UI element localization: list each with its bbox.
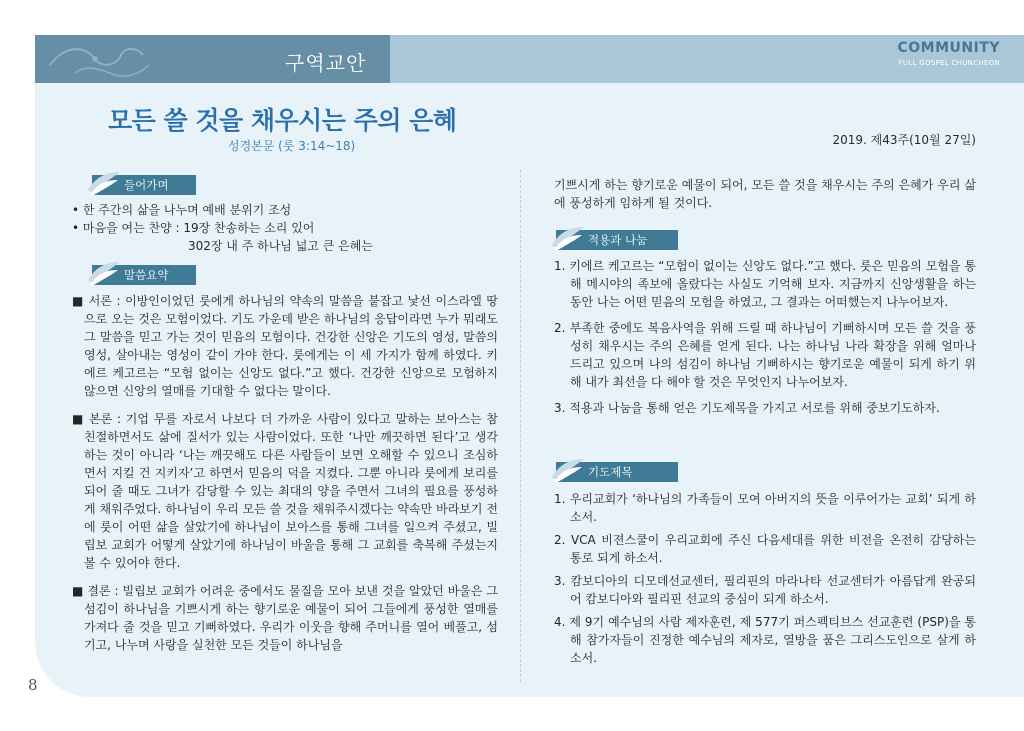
brand-subtitle: FULL GOSPEL CHUNCHEON (898, 59, 1000, 67)
application-list (554, 257, 976, 417)
brand-block (897, 40, 1000, 67)
application-item: 2. 부족한 중에도 복음사역을 위해 드릴 때 하나님이 기뻐하시며 모든 쓸 것을 풍성히 채우시는 주의 은혜를 얻게 된다. 나는 하나님 나라 확장을 위해 얼마나 드리고 있으며 나의 섬김이 하나님 기뻐하시는 향기로운 예물이 되게 하기 위해 내가 최선을 다 해야 할 것은 무엇인지 나누어보자. (554, 321, 976, 389)
leaf-icon (86, 260, 122, 286)
leaf-icon (86, 170, 122, 196)
section-heading-prayer (556, 462, 678, 482)
column-divider (520, 170, 521, 682)
section-heading-intro (92, 175, 196, 195)
summary-paragraph: ■ 본론 : 기업 무를 자로서 나보다 더 가까운 사람이 있다고 말하는 보아스는 참 친절하면서도 삶에 질서가 있는 사람이었다. 또한 ‘나만 깨끗하면 된다’고 생각하는 것이 아니라 ‘나는 깨끗해도 다른 사람들이 보면 오해할 수 있으니 조심하면서 지킬 건 지키자’고 하면서 믿음의 덕을 지켰다. 그뿐 아니라 룻에게 보리를 되어 줄 때도 그녀가 감당할 수 있는 최대의 양을 주면서 그녀의 필요를 풍성하게 채워주었다. 하나님이 우리 모든 쓸 것을 채워주시겠다는 약속만 바라보기 전에 룻이 어떤 삶을 살았기에 하나님이 보아스를 통해 그녀를 일으켜 주셨고, 빌립보 교회가 어떻게 살았기에 하나님이 바울을 통해 그 교회를 축복해 주셨는지 볼 수 있어야 한다. (72, 412, 498, 570)
scripture-reference: 성경본문 (룻 3:14~18) (228, 139, 356, 153)
summary-content (72, 292, 498, 654)
brand-name: COMMUNITY (897, 40, 1000, 56)
header-title: 구역교안 (285, 51, 367, 75)
application-item: 3. 적용과 나눔을 통해 얻은 기도제목을 가지고 서로를 위해 중보기도하자. (554, 401, 940, 415)
prayer-list (554, 490, 976, 667)
intro-hymn: 302장 내 주 하나님 넓고 큰 은혜는 (188, 239, 373, 253)
page-number: 8 (28, 676, 38, 694)
lesson-title: 모든 쓸 것을 채우시는 주의 은혜 (108, 106, 457, 135)
intro-line: • 한 주간의 삶을 나누며 예배 분위기 조성 (72, 203, 292, 217)
section-heading-summary (92, 265, 196, 285)
section-heading-label: 기도제목 (588, 465, 633, 479)
continuation-text: 기쁘시게 하는 향기로운 예물이 되어, 모든 쓸 것을 채우시는 주의 은혜가 우리 삶에 풍성하게 임하게 될 것이다. (554, 178, 976, 210)
summary-paragraph: ■ 결론 : 빌립보 교회가 어려운 중에서도 물질을 모아 보낸 것을 알았던 바울은 그 섬김이 하나님을 기쁘시게 하는 향기로운 예물이 되어 그들에게 풍성한 열매를 가져다 줄 것을 믿고 기뻐하였다. 우리가 이웃을 향해 주머니를 열어 베풀고, 섬기고, 나누며 사랑을 실천한 모든 것들이 하나님을 (72, 584, 498, 652)
section-heading-application (556, 230, 678, 250)
intro-content (72, 201, 502, 255)
lesson-date: 2019. 제43주(10월 27일) (832, 133, 976, 147)
section-heading-label: 말씀요약 (124, 268, 169, 282)
summary-paragraph: ■ 서론 : 이방인이었던 룻에게 하나님의 약속의 말씀을 붙잡고 낯선 이스라엘 땅으로 오는 것은 모험이었다. 기도 가운데 받은 하나님의 응답이라면 누가 뭐래도 그 말씀을 믿고 가는 것이 믿음의 모험이다. 건강한 신앙은 기도의 영성, 말씀의 영성, 살아내는 영성이 같이 가야 한다. 룻에게는 이 세 가지가 함께 하였다. 키에르 케고르는 “모험 없이는 신앙도 없다.”고 했다. 건강한 신앙으로 모험하지 않으면 신앙의 열매를 기대할 수 없다는 말이다. (72, 294, 498, 398)
application-item: 1. 키에르 케고르는 “모험이 없이는 신앙도 없다.”고 했다. 룻은 믿음의 모험을 통해 메시야의 족보에 올랐다는 사실도 기억해 보자. 지금까지 신앙생활을 하는 동안 나는 어떤 믿음의 모험을 하였고, 그 결과는 어떠했는지 나누어보자. (554, 259, 976, 309)
leaf-icon (550, 225, 586, 251)
prayer-item: 3. 캄보디아의 디모데선교센터, 필리핀의 마라나타 선교센터가 아름답게 완공되어 캄보디아와 필리핀 선교의 중심이 되게 하소서. (554, 574, 976, 606)
prayer-item: 4. 제 9기 예수님의 사람 제자훈련, 제 577기 퍼스펙티브스 선교훈련 (PSP)을 통해 참가자들이 진정한 예수님의 제자로, 열방을 품은 그리스도인으로 살게 하소서. (554, 615, 976, 665)
intro-line: • 마음을 여는 찬양 : 19장 찬송하는 소리 있어 (72, 221, 315, 235)
prayer-item: 2. VCA 비젼스쿨이 우리교회에 주신 다음세대를 위한 비전을 온전히 감당하는 통로 되게 하소서. (554, 533, 976, 565)
application-content (554, 257, 976, 417)
leaf-icon (550, 457, 586, 483)
swirl-ornament-icon (45, 35, 165, 83)
prayer-content (554, 490, 976, 667)
prayer-item: 1. 우리교회가 ‘하나님의 가족들이 모여 아버지의 뜻을 이루어가는 교회’ 되게 하소서. (554, 492, 976, 524)
section-heading-label: 들어가며 (124, 178, 169, 192)
section-heading-label: 적용과 나눔 (588, 233, 648, 247)
